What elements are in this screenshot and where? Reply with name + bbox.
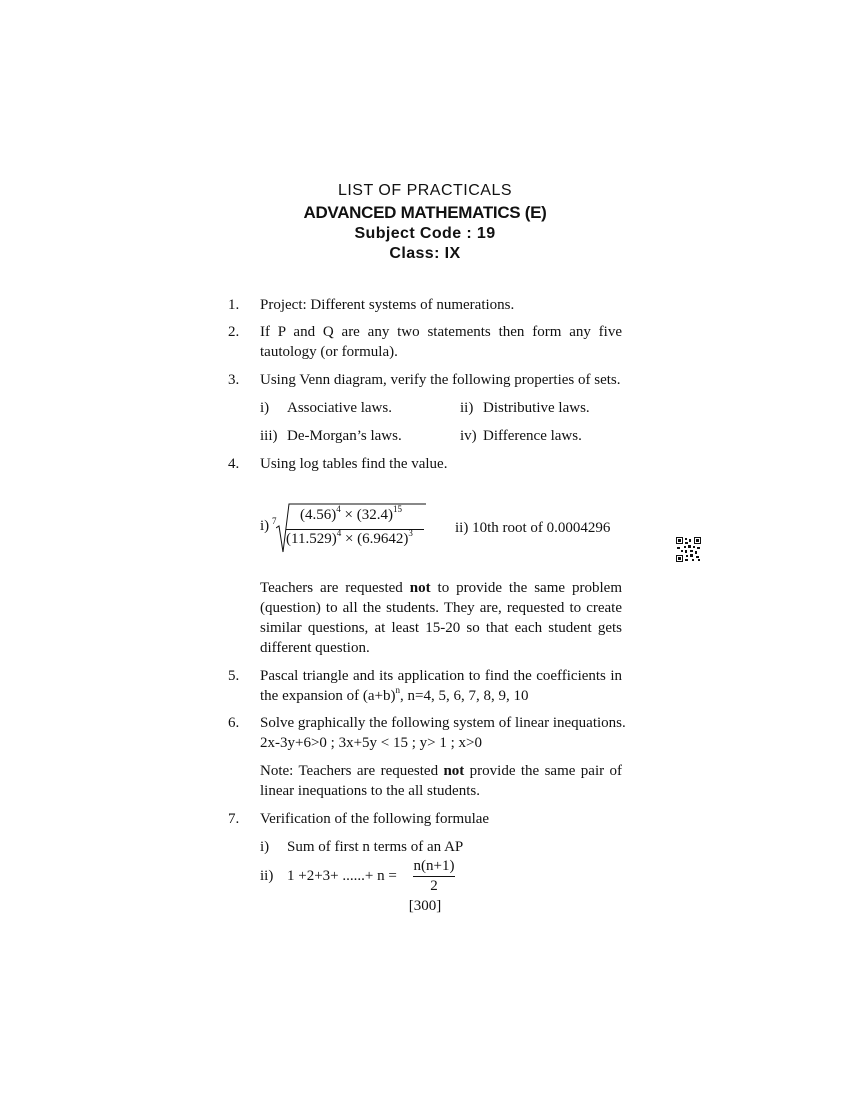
formula-lhs: 1 +2+3+ ......+ n = xyxy=(287,868,397,884)
item-text: Using log tables find the value. xyxy=(260,456,448,472)
sub-marker: i) xyxy=(260,839,270,855)
item-text: the expansion of $(a+b)^n$, n=4, 5, 6, 7, 8, 9, 10 xyxy=(260,685,529,704)
teachers-note: Note: Teachers are requested not provide the same pair of linear inequations to the all students. xyxy=(260,763,622,799)
sub-marker: iv) xyxy=(460,428,477,444)
teachers-note: Teachers are requested not to provide the same problem (question) to all the students. They are, requested to create similar questions, at least 15-20 so that each student gets different question. xyxy=(260,580,622,656)
qr-code-icon xyxy=(676,537,701,562)
formula-denominator: $(11.529)^4 \times (6.9642)^3$ xyxy=(286,528,413,547)
item-number: 3. xyxy=(228,372,240,388)
item-text: tautology (or formula). xyxy=(260,344,398,360)
sub-label: De-Morgan’s laws. xyxy=(287,428,402,444)
item-number: 7. xyxy=(228,811,240,827)
sub-marker: ii) xyxy=(460,400,474,416)
item-number: 4. xyxy=(228,456,240,472)
item-number: 5. xyxy=(228,668,240,684)
subject-code: Subject Code : 19 xyxy=(354,225,496,242)
item-text: Solve graphically the following system of linear inequations. xyxy=(260,715,626,731)
formula-part2: ii) 10th root of 0.0004296 xyxy=(455,520,611,536)
root-index: 7 xyxy=(272,516,277,526)
item-text: 2x-3y+6>0 ; 3x+5y < 15 ; y> 1 ; x>0 xyxy=(260,735,483,751)
sub-marker: ii) xyxy=(260,868,274,884)
item-text: Verification of the following formulae xyxy=(260,811,490,827)
sub-marker: iii) xyxy=(260,428,278,444)
subject-title: ADVANCED MATHEMATICS (E) xyxy=(303,203,547,222)
item-text: If P and Q are any two statements then form any five xyxy=(260,324,622,340)
item-text: Pascal triangle and its application to find the coefficients in xyxy=(260,668,622,684)
sub-label: Associative laws. xyxy=(287,400,392,416)
item-number: 2. xyxy=(228,324,240,340)
formula-marker: i) xyxy=(260,518,270,534)
page-number: [300] xyxy=(408,898,442,914)
item-number: 6. xyxy=(228,715,240,731)
fraction-bar xyxy=(286,529,424,530)
item-text: Project: Different systems of numerations. xyxy=(260,297,515,313)
list-title: LIST OF PRACTICALS xyxy=(337,182,513,199)
sub-label: Sum of first n terms of an AP xyxy=(287,839,464,855)
formula-numerator: $(4.56)^4 \times (32.4)^{15}$ xyxy=(300,504,402,523)
formula-denominator: 2 xyxy=(430,878,438,894)
item-text: Using Venn diagram, verify the following properties of sets. xyxy=(260,372,621,388)
sub-label: Difference laws. xyxy=(483,428,582,444)
formula-numerator: n(n+1) xyxy=(413,858,455,874)
class-label: Class: IX xyxy=(389,245,461,262)
sub-marker: i) xyxy=(260,400,270,416)
sub-label: Distributive laws. xyxy=(483,400,590,416)
item-number: 1. xyxy=(228,297,240,313)
